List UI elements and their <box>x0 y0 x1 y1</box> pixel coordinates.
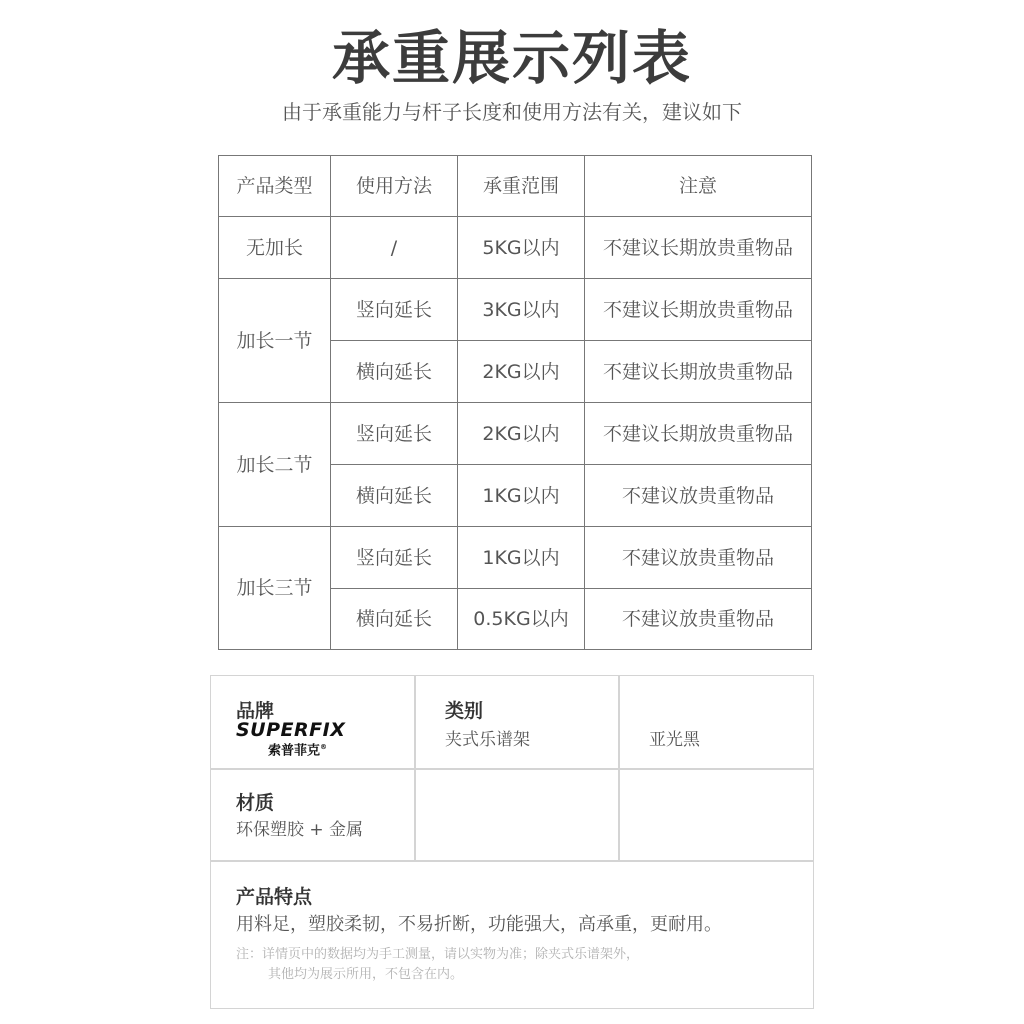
cell-load-range: 1KG以内 <box>458 527 585 589</box>
header-usage-method: 使用方法 <box>331 156 458 217</box>
cell-product-type: 加长二节 <box>219 403 331 527</box>
cell-load-range: 1KG以内 <box>458 465 585 527</box>
cell-load-range: 0.5KG以内 <box>458 589 585 650</box>
table-row <box>219 217 812 279</box>
cell-load-range: 2KG以内 <box>458 341 585 403</box>
table-row <box>219 403 812 465</box>
material-label: 材质 <box>236 792 275 814</box>
cell-load-range: 2KG以内 <box>458 403 585 465</box>
disclaimer-note-line2: 其他均为展示所用，不包含在内。 <box>268 967 464 982</box>
cell-product-type: 加长三节 <box>219 527 331 650</box>
cell-usage-method: 竖向延长 <box>331 403 458 465</box>
page-title: 承重展示列表 <box>331 24 692 92</box>
category-label: 类别 <box>445 700 484 722</box>
page-subtitle: 由于承重能力与杆子长度和使用方法有关，建议如下 <box>282 100 742 124</box>
header-notes: 注意 <box>585 156 812 217</box>
spec-divider <box>211 860 813 862</box>
header-product-type: 产品类型 <box>219 156 331 217</box>
cell-product-type: 加长一节 <box>219 279 331 403</box>
cell-note: 不建议长期放贵重物品 <box>585 279 812 341</box>
cell-note: 不建议长期放贵重物品 <box>585 341 812 403</box>
load-capacity-table <box>218 155 812 650</box>
brand-logo-cn: 索普菲克 <box>268 743 321 759</box>
cell-note: 不建议放贵重物品 <box>585 527 812 589</box>
cell-note: 不建议放贵重物品 <box>585 589 812 650</box>
table-row <box>219 527 812 589</box>
cell-note: 不建议长期放贵重物品 <box>585 217 812 279</box>
features-value: 用料足，塑胶柔韧，不易折断，功能强大，高承重，更耐用。 <box>236 914 722 935</box>
category-value: 夹式乐谱架 <box>445 730 530 750</box>
registered-mark: ® <box>320 743 328 751</box>
brand-logo <box>236 720 345 740</box>
disclaimer-note-line1: 注：详情页中的数据均为手工测量，请以实物为准；除夹式乐谱架外， <box>236 947 640 962</box>
color-value: 亚光黑 <box>649 730 700 750</box>
header-load-range: 承重范围 <box>458 156 585 217</box>
spec-divider <box>211 768 813 770</box>
cell-note: 不建议长期放贵重物品 <box>585 403 812 465</box>
cell-usage-method: 竖向延长 <box>331 527 458 589</box>
features-label: 产品特点 <box>236 886 313 908</box>
cell-product-type: 无加长 <box>219 217 331 279</box>
cell-note: 不建议放贵重物品 <box>585 465 812 527</box>
material-value: 环保塑胶 + 金属 <box>236 820 364 840</box>
cell-load-range: 5KG以内 <box>458 217 585 279</box>
cell-usage-method: / <box>331 217 458 279</box>
brand-label: 品牌 <box>236 700 275 722</box>
table-row <box>219 279 812 341</box>
brand-logo-cn-wrap <box>268 739 327 759</box>
brand-logo-en: SUPERFIX <box>236 719 346 741</box>
table-header-row <box>219 156 812 217</box>
cell-usage-method: 横向延长 <box>331 589 458 650</box>
cell-usage-method: 横向延长 <box>331 465 458 527</box>
cell-usage-method: 横向延长 <box>331 341 458 403</box>
cell-usage-method: 竖向延长 <box>331 279 458 341</box>
spec-panel <box>210 675 814 1009</box>
cell-load-range: 3KG以内 <box>458 279 585 341</box>
